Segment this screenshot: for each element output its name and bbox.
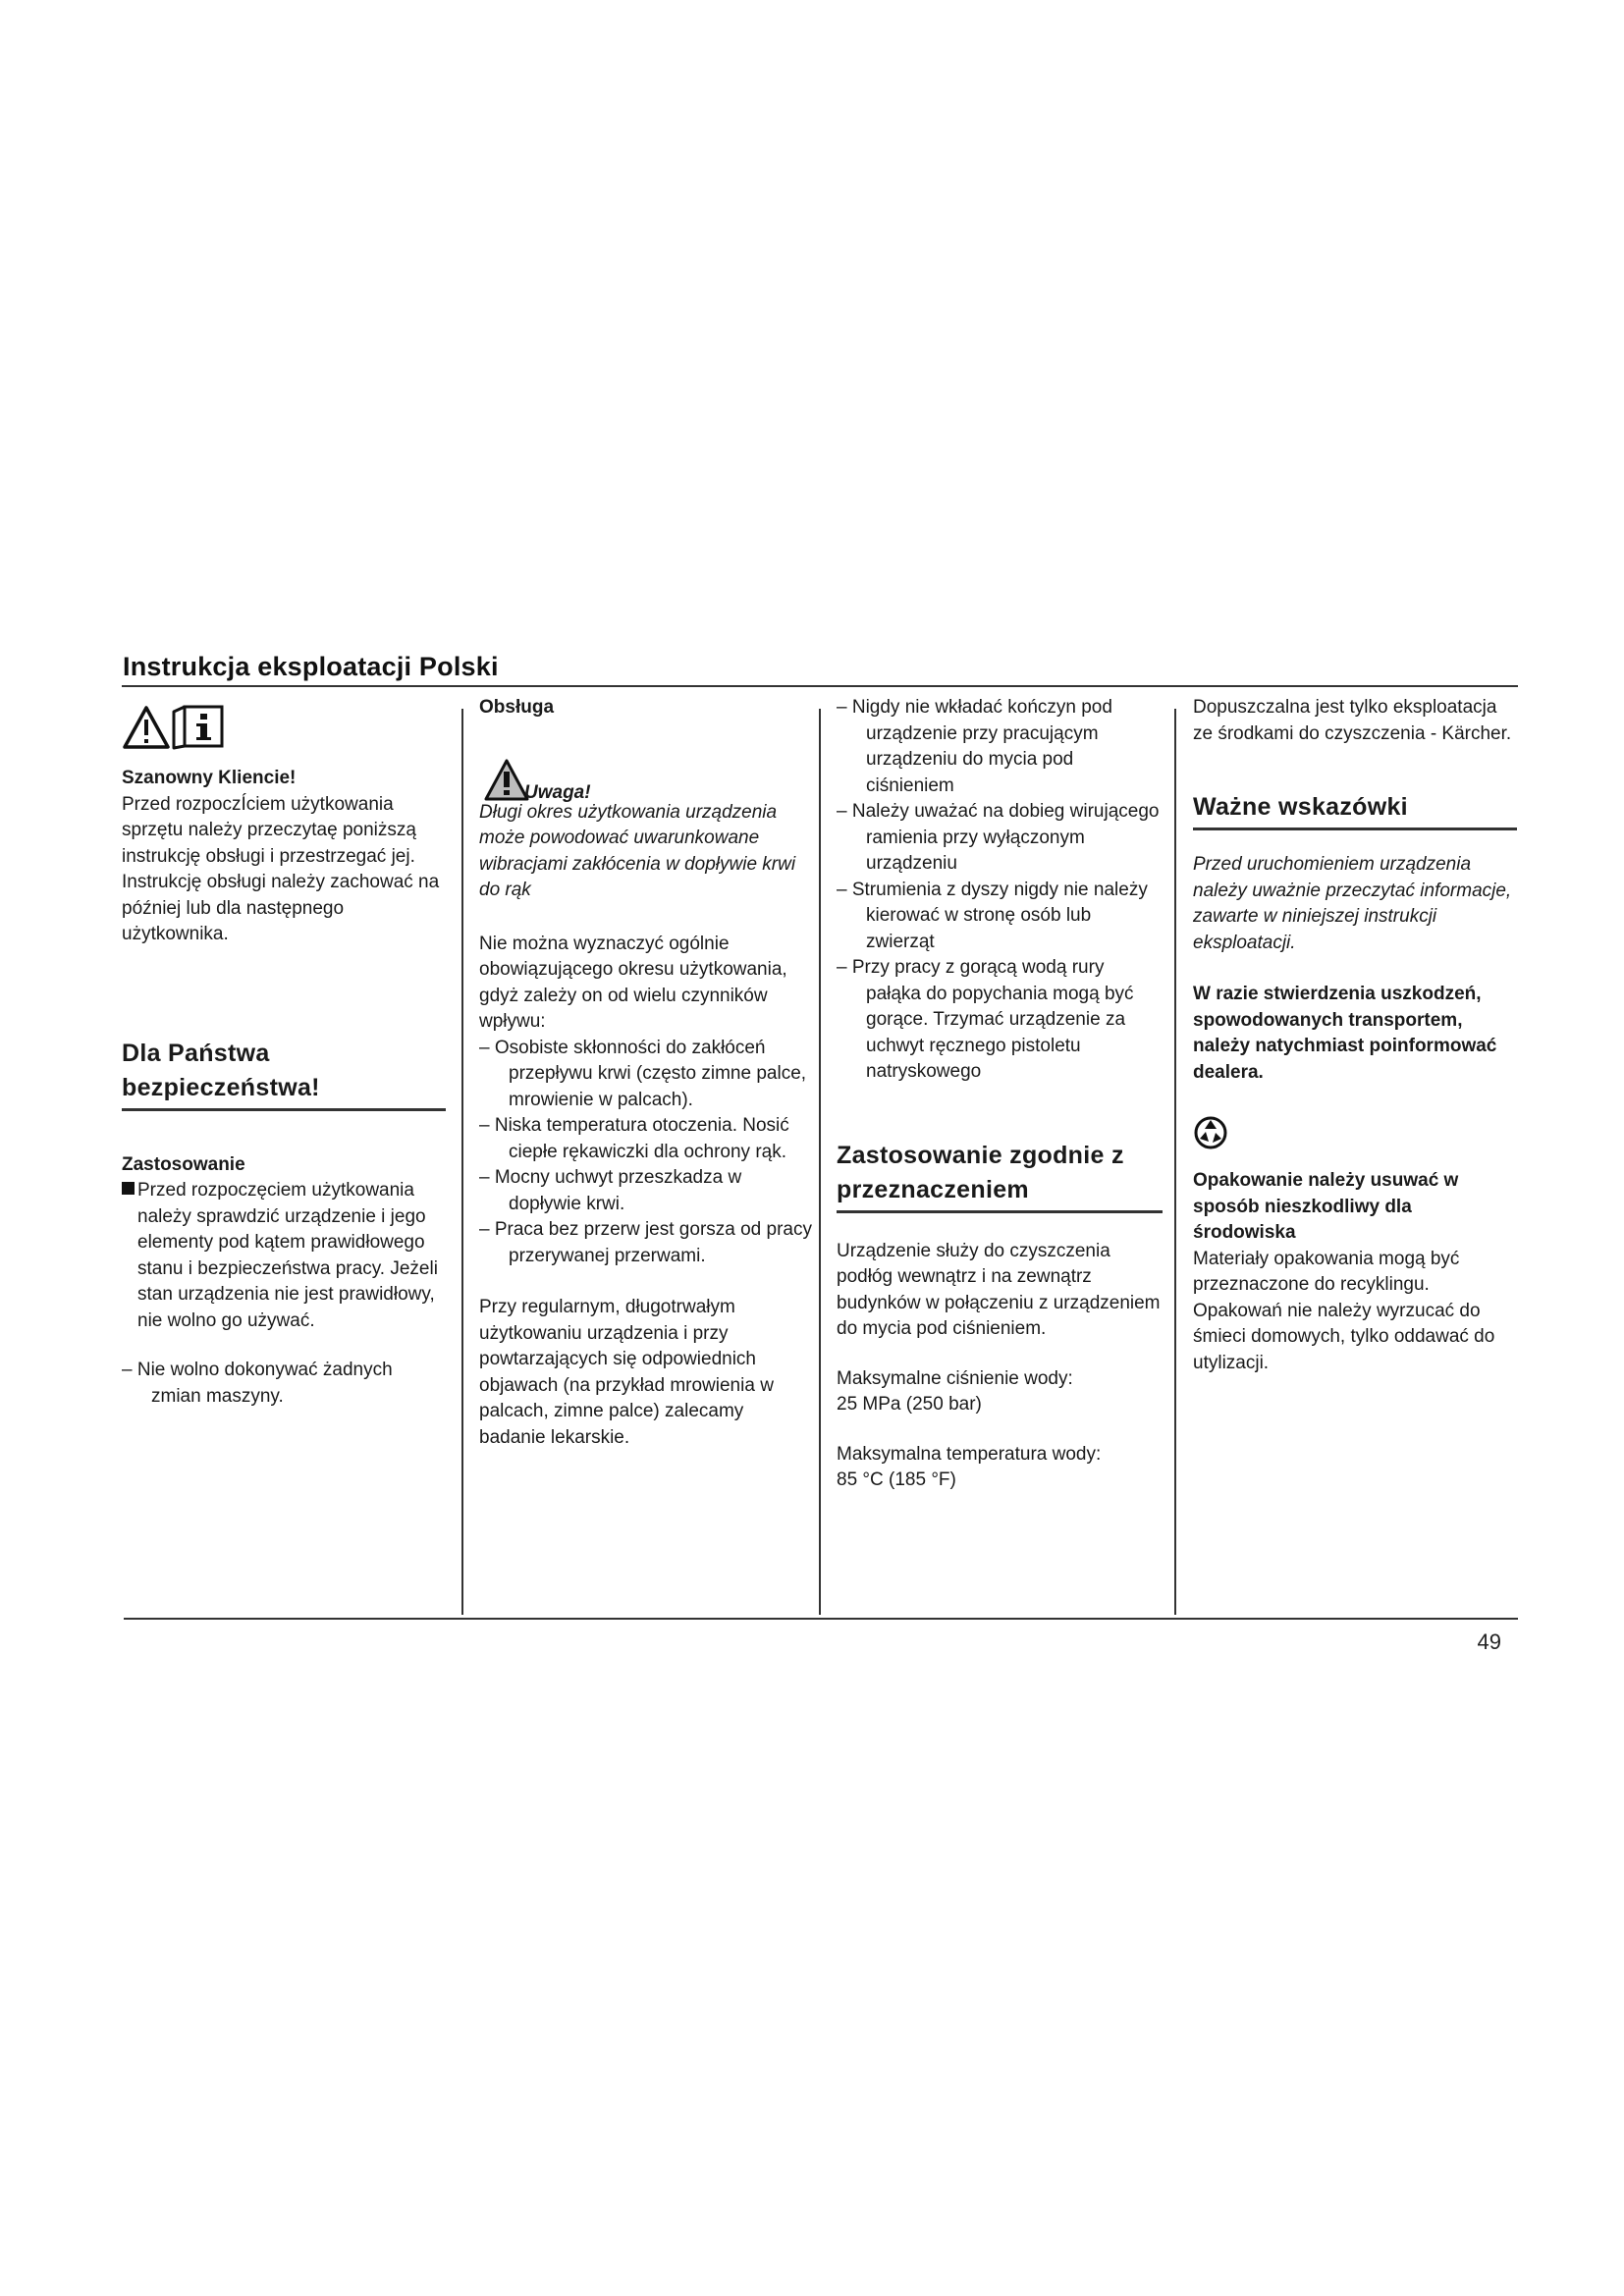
safety-heading: Dla Państwa bezpieczeństwa! [122, 1037, 446, 1111]
usage-item: Przed rozpoczęciem użytkowania należy sprawdzić urządzenie i jego elementy pod kątem prawidłowego stanu i bezpieczeństwa pracy. Jeżeli stan urządzenia nie jest prawidłowy, nie wolno go używać. [122, 1178, 446, 1334]
list-item: – Strumienia z dyszy nigdy nie należy kierować w stronę osób lub zwierząt [837, 879, 1148, 952]
column-2 [479, 695, 813, 1451]
usage-heading: Zastosowanie [122, 1153, 245, 1175]
pressure-value: 25 MPa (250 bar) [837, 1394, 982, 1415]
warning-title: Uwaga! [524, 781, 591, 803]
notes-text: Przed uruchomieniem urządzenia należy uważnie przeczytać informacje, zawarte w niniejszej instrukcji eksploatacji. [1193, 854, 1512, 953]
duration-text: Nie można wyznaczyć ogólnie obowiązującego okresu użytkowania, gdyż zależy on od wielu czynników wpływu: [479, 933, 787, 1032]
purpose-text: Urządzenie służy do czyszczenia podłóg wewnątrz i na zewnątrz budynków w połączeniu z urządzeniem do mycia pod ciśnieniem. [837, 1240, 1161, 1339]
list-item: – Praca bez przerw jest gorsza od pracy przerywanej przerwami. [479, 1219, 812, 1266]
detergent-note: Dopuszczalna jest tylko eksploatacja ze środkami do czyszczenia - Kärcher. [1193, 697, 1512, 744]
warning-text: Długi okres użytkowania urządzenia może powodować uwarunkowane wibracjami zakłócenia w dopływie krwi do rąk [479, 801, 796, 900]
read-manual-icon [174, 707, 222, 748]
list-item: – Mocny uchwyt przeszkadza w dopływie krwi. [479, 1167, 742, 1214]
column-divider [461, 709, 463, 1615]
temperature-label: Maksymalna temperatura wody: [837, 1443, 1102, 1465]
column-divider [1174, 709, 1176, 1615]
list-item: – Przy pracy z gorącą wodą rury pałąka do popychania mogą być gorące. Trzymać urządzenie za uchwyt ręcznego pistoletu natryskowego [837, 957, 1134, 1082]
warning-triangle-icon [483, 757, 530, 802]
column-3 [837, 695, 1163, 1494]
recycling-icon [1193, 1115, 1517, 1160]
page-title: Instrukcja eksploatacji Polski [123, 652, 499, 681]
greeting: Szanowny Kliencie! [122, 768, 297, 788]
list-item: – Należy uważać na dobieg wirującego ramienia przy wyłączonym urządzeniu [837, 801, 1160, 874]
purpose-heading: Zastosowanie zgodnie z przeznaczeniem [837, 1139, 1163, 1213]
intro-text: Przed rozpoczÍciem użytkowania sprzętu należy przeczytaę poniższą instrukcję obsługi i przestrzegać jej. Instrukcję obsługi należy zachować na później lub dla następnego użytkownika. [122, 793, 440, 944]
column-4 [1193, 695, 1517, 1376]
pressure-label: Maksymalne ciśnienie wody: [837, 1367, 1073, 1389]
safety-icons [122, 703, 446, 754]
column-divider [819, 709, 821, 1615]
no-changes-item: – Nie wolno dokonywać żadnych zmian maszyny. [122, 1360, 393, 1407]
medical-advice-text: Przy regularnym, długotrwałym użytkowaniu urządzenia i przy powtarzających się odpowiednich objawach (na przykład mrowienia w palcach, zimne palce) zalecamy badanie lekarskie. [479, 1297, 774, 1448]
temperature-value: 85 °C (185 °F) [837, 1469, 956, 1490]
list-item: – Nigdy nie wkładać kończyn pod urządzenie przy pracującym urządzeniu do mycia pod ciśnieniem [837, 697, 1112, 796]
disposal-text: Materiały opakowania mogą być przeznaczone do recyklingu. Opakowań nie należy wyrzucać do śmieci domowych, tylko oddawać do utylizacji. [1193, 1248, 1495, 1373]
warning-triangle-icon [125, 708, 168, 747]
disposal-heading: Opakowanie należy usuwać w sposób nieszkodliwy dla środowiska [1193, 1170, 1459, 1243]
column-1 [122, 695, 446, 1410]
list-item: – Niska temperatura otoczenia. Nosić ciepłe rękawiczki dla ochrony rąk. [479, 1115, 789, 1162]
safety-list [837, 695, 1163, 1086]
notes-heading: Ważne wskazówki [1193, 790, 1517, 830]
factor-list [479, 1036, 813, 1270]
footer-rule [124, 1618, 1518, 1620]
list-item: – Osobiste skłonności do zakłóceń przepływu krwi (często zimne palce, mrowienie w palcach). [479, 1037, 807, 1110]
damage-text: W razie stwierdzenia uszkodzeń, spowodowanych transportem, należy natychmiast poinformować dealera. [1193, 984, 1497, 1083]
page-number: 49 [1477, 1629, 1501, 1654]
operation-heading: Obsługa [479, 697, 555, 718]
square-bullet-icon [122, 1182, 135, 1195]
warning-block [479, 757, 813, 806]
header-rule [122, 685, 1518, 687]
